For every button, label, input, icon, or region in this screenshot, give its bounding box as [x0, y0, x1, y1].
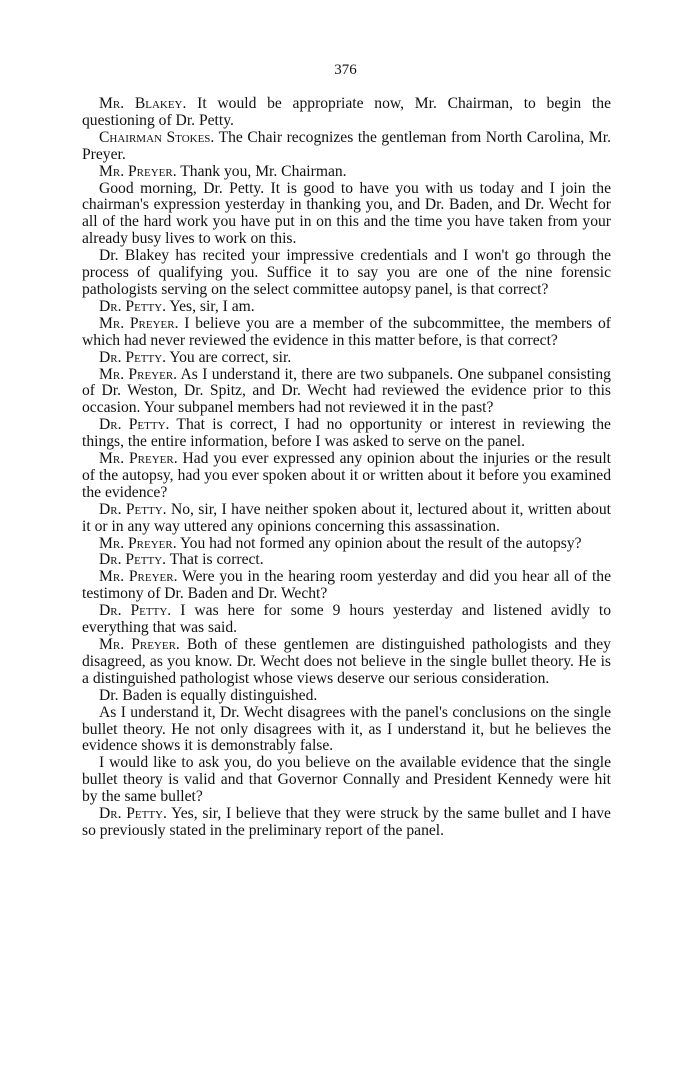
- speaker-name: Mr. Preyer.: [99, 568, 178, 586]
- speaker-name: Mr. Preyer.: [99, 636, 180, 653]
- paragraph-text: I believe you are a member of the subcommittee, the members of which had never reviewed the evidence in this matter before, is that correct?: [82, 314, 611, 349]
- transcript-paragraph: [82, 130, 611, 164]
- paragraph-text: No, sir, I have neither spoken about it, lectured about it, written about it or in any way uttered any opinions concerning this assassination.: [82, 500, 611, 535]
- transcript-paragraph: [82, 181, 611, 249]
- speaker-name: Mr. Preyer.: [99, 450, 178, 468]
- transcript-paragraph: [82, 96, 611, 130]
- paragraph-text: It would be appropriate now, Mr. Chairman, to begin the questioning of Dr. Petty.: [82, 95, 611, 129]
- paragraph-text: That is correct, I had no opportunity or interest in reviewing the things, the entire information, before I was asked to serve on the panel.: [82, 416, 611, 451]
- speaker-name: Chairman Stokes.: [99, 128, 215, 146]
- page-number: 376: [334, 62, 357, 78]
- paragraph-text: I was here for some 9 hours yesterday and listened avidly to everything that was said.: [82, 602, 611, 637]
- transcript-paragraph: [82, 688, 611, 705]
- transcript-paragraph: [82, 164, 611, 181]
- transcript-paragraph: [82, 603, 611, 637]
- speaker-name: Dr. Petty.: [99, 297, 167, 315]
- paragraph-text: I would like to ask you, do you believe on the available evidence that the single bullet theory is valid and that Governor Connally and President Kennedy were hit by the same bullet?: [82, 754, 611, 806]
- paragraph-text: The Chair recognizes the gentleman from North Carolina, Mr. Preyer.: [82, 128, 611, 163]
- paragraph-text: Dr. Baden is equally distinguished.: [99, 686, 318, 704]
- paragraph-text: You are correct, sir.: [169, 348, 292, 366]
- transcript-paragraph: [82, 502, 611, 536]
- paragraph-text: Both of these gentlemen are distinguished pathologists and they disagreed, as you know. Dr. Wecht does not believe in the single bullet theory. He is a distinguished pathologist whose views deserve our serious consideration.: [82, 636, 611, 687]
- transcript-body: [82, 96, 611, 840]
- transcript-paragraph: [82, 367, 611, 418]
- transcript-paragraph: [82, 451, 611, 502]
- transcript-paragraph: [82, 552, 611, 569]
- transcript-paragraph: [82, 755, 611, 806]
- speaker-name: Mr. Preyer.: [99, 314, 179, 332]
- speaker-name: Dr. Petty.: [99, 551, 167, 569]
- paragraph-text: Were you in the hearing room yesterday and did you hear all of the testimony of Dr. Baden and Dr. Wecht?: [82, 568, 611, 603]
- paragraph-text: As I understand it, there are two subpanels. One subpanel consisting of Dr. Weston, Dr. Spitz, and Dr. Wecht had reviewed the evidence prior to this occasion. Your subpanel members had not reviewed it in the past?: [82, 365, 611, 417]
- paragraph-text: You had not formed any opinion about the result of the autopsy?: [179, 534, 582, 552]
- transcript-paragraph: [82, 350, 611, 367]
- transcript-paragraph: [82, 316, 611, 350]
- transcript-paragraph: [82, 248, 611, 299]
- transcript-paragraph: [82, 536, 611, 553]
- speaker-name: Mr. Preyer.: [99, 365, 178, 383]
- transcript-paragraph: [82, 299, 611, 316]
- speaker-name: Dr. Petty.: [99, 416, 170, 434]
- paragraph-text: Dr. Blakey has recited your impressive credentials and I won't go through the process of qualifying you. Suffice it to say you are one of the nine forensic pathologists serving on the select committee autopsy panel, is that correct?: [82, 247, 611, 298]
- paragraph-text: As I understand it, Dr. Wecht disagrees with the panel's conclusions on the single bullet theory. He not only disagrees with it, as I understand it, but he believes the evidence shows it is demonstrably false.: [82, 703, 611, 755]
- speaker-name: Mr. Blakey.: [99, 95, 187, 112]
- paragraph-text: Had you ever expressed any opinion about the injuries or the result of the autopsy, had you ever spoken about it or written about it before you examined the evidence?: [82, 450, 611, 501]
- paragraph-text: Good morning, Dr. Petty. It is good to have you with us today and I join the chairman's expression yesterday in thanking you, and Dr. Baden, and Dr. Wecht for all of the hard work you have put in on this and the time you have taken from your already busy lives to work on this.: [82, 179, 611, 248]
- speaker-name: Dr. Petty.: [99, 348, 167, 366]
- paragraph-text: That is correct.: [169, 551, 264, 569]
- transcript-paragraph: [82, 705, 611, 756]
- speaker-name: Dr. Petty.: [99, 805, 167, 823]
- paragraph-text: Yes, sir, I am.: [169, 297, 255, 315]
- paragraph-text: Yes, sir, I believe that they were struck by the same bullet and I have so previously stated in the preliminary report of the panel.: [82, 805, 611, 839]
- transcript-paragraph: [82, 806, 611, 840]
- paragraph-text: Thank you, Mr. Chairman.: [180, 162, 347, 180]
- speaker-name: Mr. Preyer.: [99, 162, 177, 180]
- transcript-paragraph: [82, 637, 611, 688]
- speaker-name: Mr. Preyer.: [99, 534, 177, 552]
- transcript-paragraph: [82, 569, 611, 603]
- speaker-name: Dr. Petty.: [99, 500, 167, 518]
- transcript-paragraph: [82, 417, 611, 451]
- speaker-name: Dr. Petty.: [99, 602, 172, 620]
